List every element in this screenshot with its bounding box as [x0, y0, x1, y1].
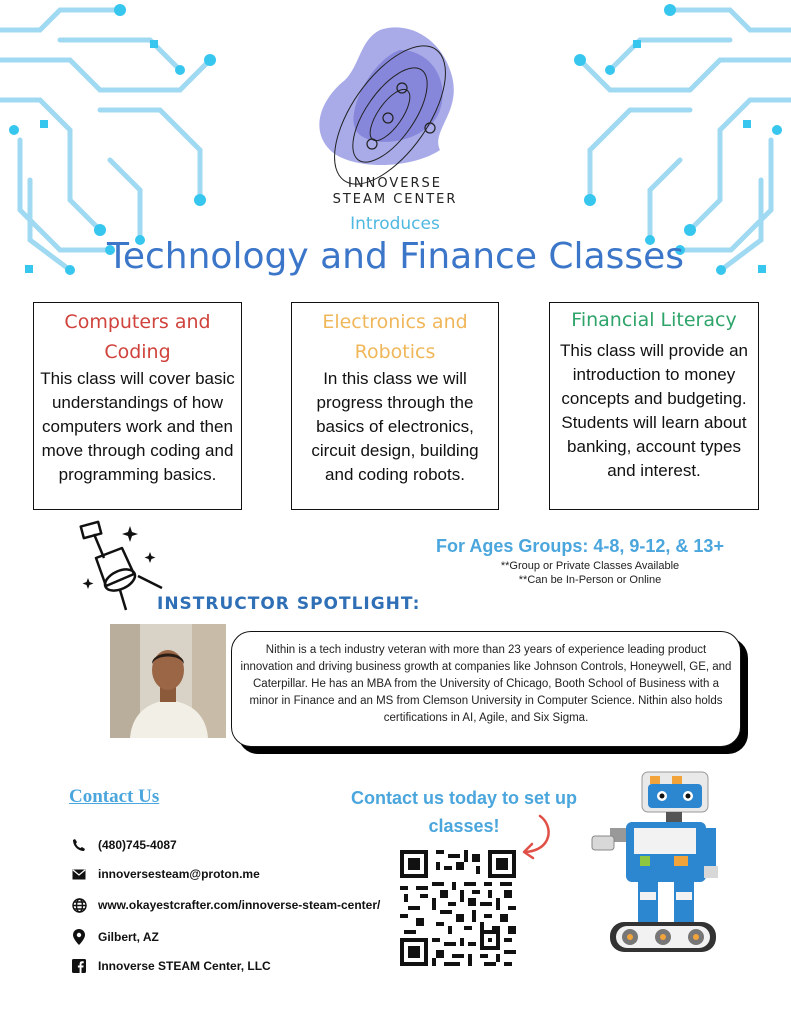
- globe-icon: [70, 896, 88, 914]
- class-description: This class will provide an introduction to money concepts and budgeting. Students will learn about banking, account types and interest.: [559, 341, 748, 480]
- class-card-computers: [33, 302, 242, 510]
- robot-illustration: [580, 766, 720, 966]
- contact-website[interactable]: [70, 894, 380, 916]
- location-text: Gilbert, AZ: [98, 930, 159, 944]
- contact-cta: Contact us today to set up classes!: [350, 788, 577, 836]
- facebook-icon: [70, 957, 88, 975]
- introduces-label: Introduces: [350, 214, 440, 234]
- map-pin-icon: [70, 928, 88, 946]
- page-title: Technology and Finance Classes: [106, 236, 685, 277]
- class-title: Financial Literacy: [571, 309, 737, 331]
- brand-name: [290, 176, 500, 208]
- qr-code[interactable]: [400, 850, 516, 966]
- class-description: In this class we will progress through the basics of electronics, circuit design, building and coding robots.: [311, 369, 479, 484]
- ages-headline: For Ages Groups: 4-8, 9-12, & 13+: [436, 536, 724, 556]
- brand-name-line1: INNOVERSE: [348, 176, 442, 191]
- phone-number: (480)745-4087: [98, 838, 177, 852]
- instructor-spotlight-title: INSTRUCTOR SPOTLIGHT:: [157, 594, 421, 614]
- class-description: This class will cover basic understandings of how computers work and then move through coding and programming basics.: [40, 369, 235, 484]
- class-card-electronics: [291, 302, 499, 510]
- format-note: **Can be In-Person or Online: [518, 574, 662, 586]
- contact-phone[interactable]: [70, 834, 177, 856]
- instructor-bio: Nithin is a tech industry veteran with more than 23 years of experience leading product innovation and driving business growth at companies like Johnson Controls, Honeywell, GE, and Caterpillar. He has an MBA from the University of Chicago, Booth School of Business with a minor in Finance and an MS from Clemson University in Computer Science. Nithin also holds certifications in AI, Agile, and Six Sigma.: [231, 631, 741, 747]
- contact-us-heading: Contact Us: [69, 786, 160, 807]
- envelope-icon: [70, 865, 88, 883]
- phone-icon: [70, 836, 88, 854]
- class-title: Computers and Coding: [64, 311, 211, 363]
- arrow-icon: [512, 812, 556, 862]
- contact-email[interactable]: [70, 863, 260, 885]
- contact-facebook[interactable]: [70, 955, 271, 977]
- spotlight-icon: [76, 518, 166, 614]
- group-note: **Group or Private Classes Available: [500, 560, 680, 572]
- class-title: Electronics and Robotics: [322, 311, 468, 363]
- instructor-photo: [110, 624, 226, 738]
- facebook-page: Innoverse STEAM Center, LLC: [98, 959, 271, 973]
- email-address: innoversesteam@proton.me: [98, 867, 260, 881]
- website-url: www.okayestcrafter.com/innoverse-steam-center/: [98, 898, 381, 912]
- class-card-financial: [549, 302, 759, 510]
- brand-name-line2: STEAM CENTER: [332, 192, 458, 207]
- contact-location: [70, 926, 159, 948]
